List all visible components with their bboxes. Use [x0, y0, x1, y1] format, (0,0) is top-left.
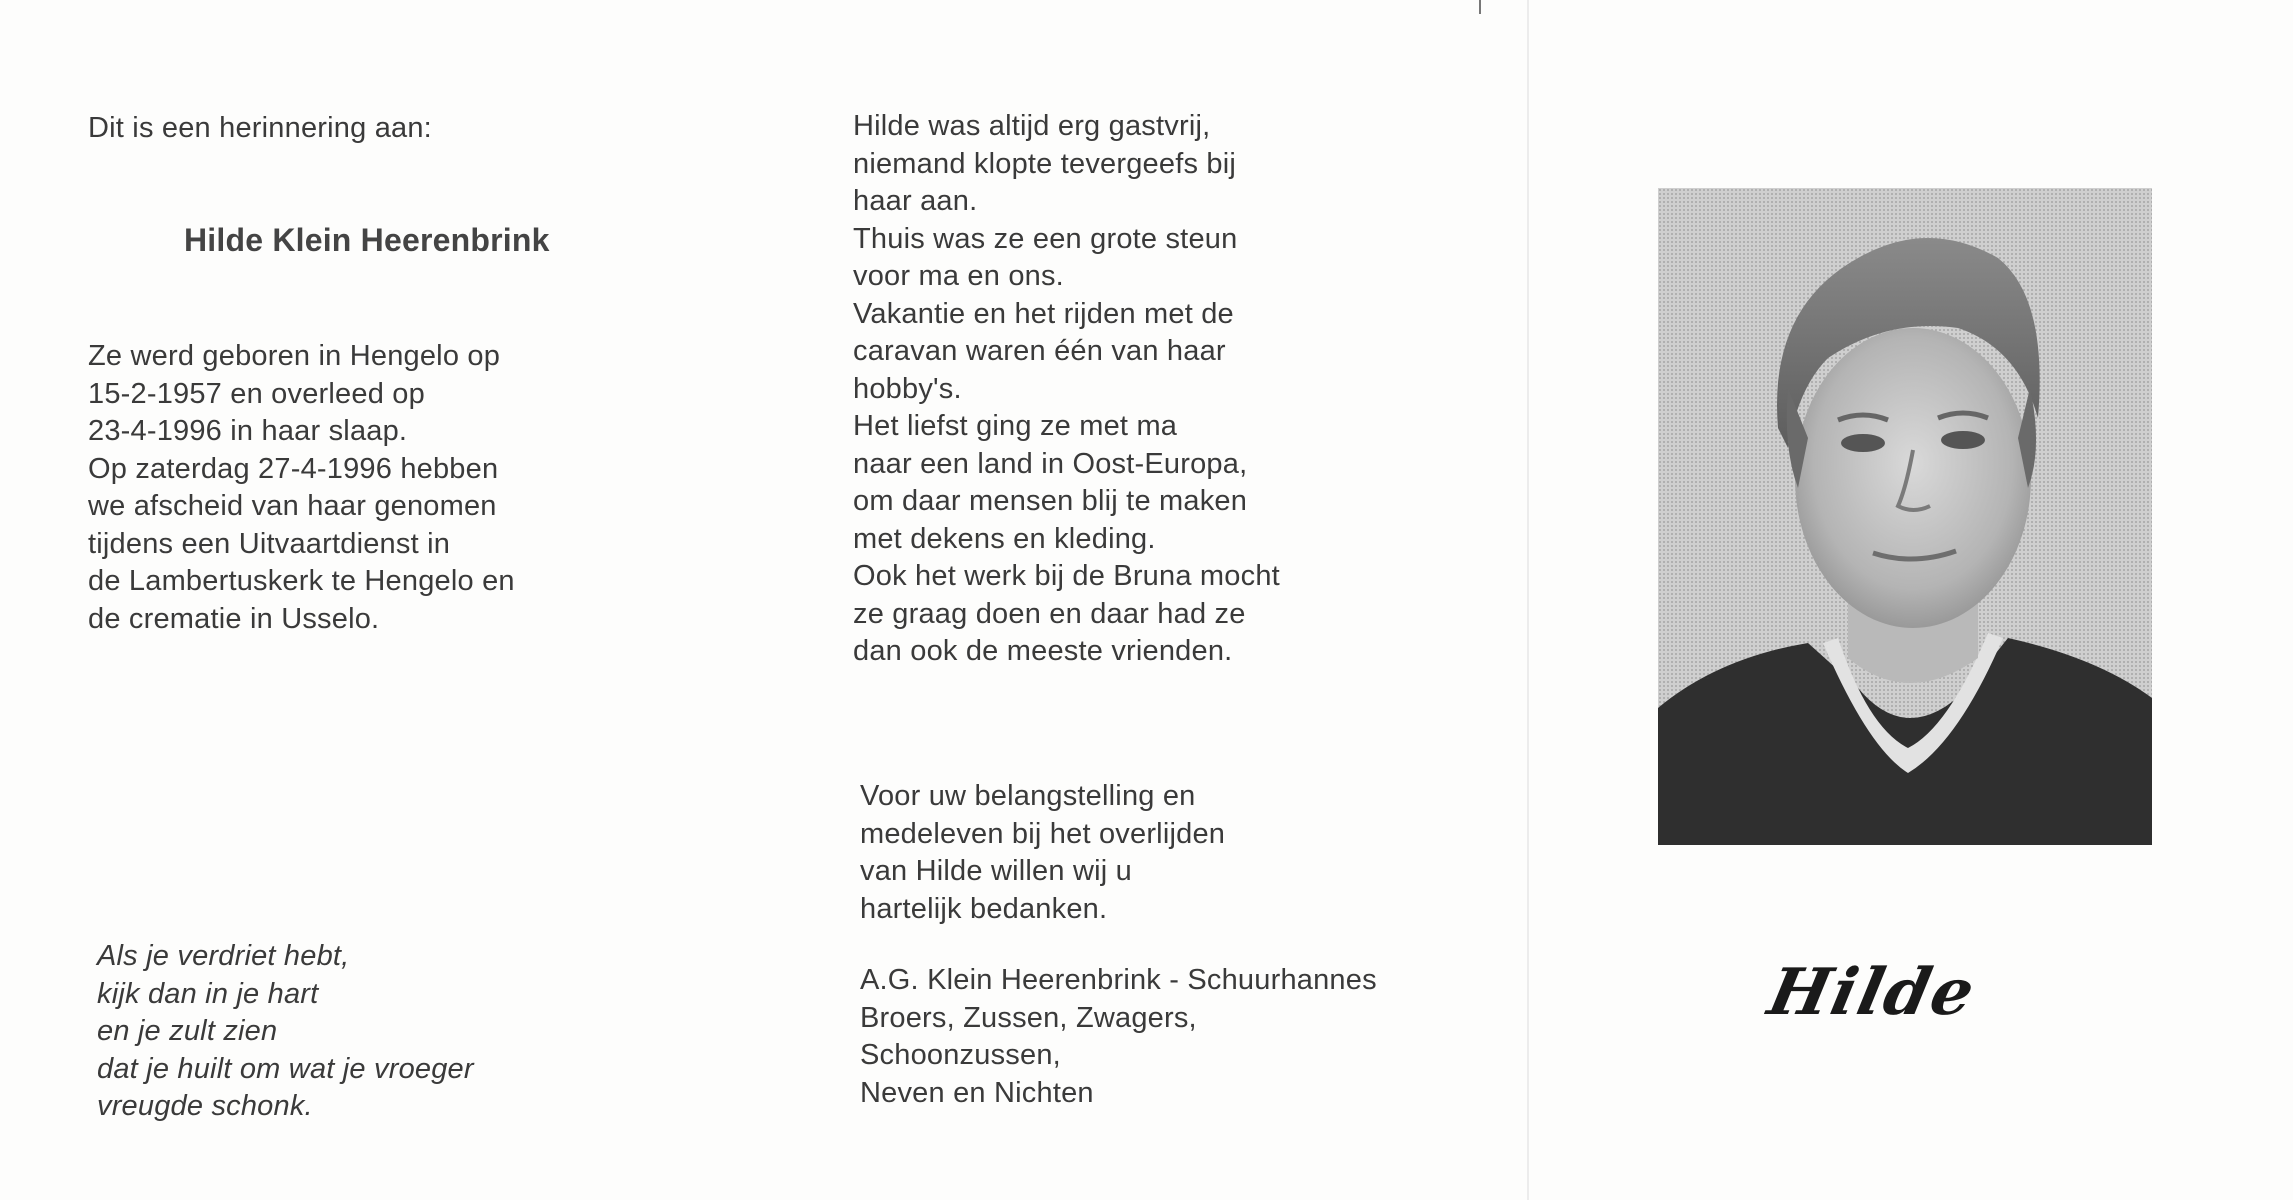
bio-line: tijdens een Uitvaartdienst in — [88, 527, 451, 560]
bio-line: de crematie in Usselo. — [88, 602, 380, 635]
bio-line: de Lambertuskerk te Hengelo en — [88, 565, 515, 597]
tribute-line: Het liefst ging ze met ma — [853, 410, 1178, 442]
poem-line: kijk dan in je hart — [97, 977, 319, 1010]
tribute-line: caravan waren één van haar — [853, 335, 1226, 367]
tribute-line: Ook het werk bij de Bruna mocht — [853, 560, 1280, 592]
tribute-line: om daar mensen blij te maken — [853, 485, 1248, 517]
poem — [97, 938, 474, 1126]
signer-line: Broers, Zussen, Zwagers, — [860, 1001, 1197, 1034]
intro-text: Dit is een herinnering aan: — [88, 112, 432, 144]
portrait-photo — [1658, 188, 2152, 845]
biography — [88, 338, 515, 638]
thanks-line: Voor uw belangstelling en — [860, 780, 1196, 812]
fold-line — [1527, 0, 1529, 1200]
tribute-line: dan ook de meeste vrienden. — [853, 635, 1233, 667]
deceased-name: Hilde Klein Heerenbrink — [184, 222, 550, 258]
tribute-line: ze graag doen en daar had ze — [853, 597, 1246, 630]
bio-line: we afscheid van haar genomen — [88, 490, 497, 522]
signers — [860, 962, 1377, 1112]
poem-line: dat je huilt om wat je vroeger — [97, 1052, 474, 1085]
tribute-line: Hilde was altijd erg gastvrij, — [853, 110, 1211, 142]
signature-name: Hilde — [1762, 955, 1983, 1030]
tribute-line: Vakantie en het rijden met de — [853, 297, 1234, 330]
poem-line: vreugde schonk. — [97, 1090, 313, 1122]
signer-line: A.G. Klein Heerenbrink - Schuurhannes — [860, 964, 1377, 996]
fold-mark — [1479, 0, 1481, 14]
thanks-line: hartelijk bedanken. — [860, 892, 1108, 925]
tribute-line: niemand klopte tevergeefs bij — [853, 147, 1237, 180]
bio-line: Ze werd geboren in Hengelo op — [88, 340, 501, 372]
thanks-line: medeleven bij het overlijden — [860, 817, 1226, 850]
tribute-line: haar aan. — [853, 185, 978, 217]
tribute-line: voor ma en ons. — [853, 260, 1064, 292]
tribute-line: met dekens en kleding. — [853, 522, 1156, 555]
thanks-line: van Hilde willen wij u — [860, 855, 1132, 887]
tribute-line: hobby's. — [853, 372, 962, 405]
poem-line: Als je verdriet hebt, — [97, 940, 350, 972]
portrait-illustration — [1658, 188, 2152, 845]
tribute-text — [853, 108, 1280, 671]
poem-line: en je zult zien — [97, 1015, 278, 1047]
signer-line: Schoonzussen, — [860, 1039, 1061, 1071]
bio-line: 15-2-1957 en overleed op — [88, 377, 425, 410]
thanks-text — [860, 778, 1225, 928]
tribute-line: Thuis was ze een grote steun — [853, 222, 1238, 255]
bio-line: 23-4-1996 in haar slaap. — [88, 415, 408, 447]
signer-line: Neven en Nichten — [860, 1076, 1094, 1109]
tribute-line: naar een land in Oost-Europa, — [853, 447, 1248, 480]
bio-line: Op zaterdag 27-4-1996 hebben — [88, 452, 499, 485]
